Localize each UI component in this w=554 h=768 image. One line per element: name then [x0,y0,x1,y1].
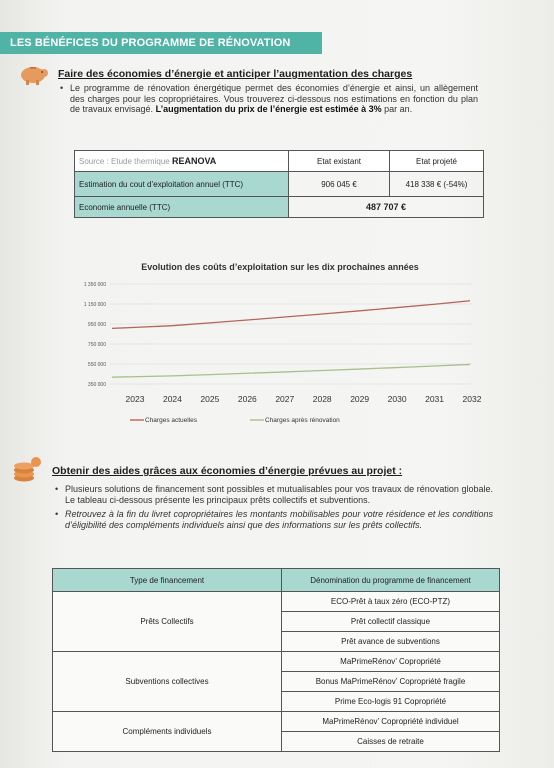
section1-bullets [60,83,478,115]
financing-table-header [53,569,500,592]
financing-type: Subventions collectives [53,652,282,712]
section2-heading: Obtenir des aides grâces aux économies d’énergie prévues au projet : [52,465,403,477]
financing-program: Bonus MaPrimeRénov’ Copropriété fragile [282,672,500,692]
piggy-bank-icon [16,63,50,85]
section1-bullet-tail: par an. [384,104,413,114]
legend-label: Charges après rénovation [265,417,340,424]
y-tick-label: 350 000 [87,382,106,388]
financing-program: Prêt avance de subventions [282,632,500,652]
financing-program: MaPrimeRénov’ Copropriété [282,652,500,672]
x-tick-label: 2024 [162,394,182,404]
section1-bullet-text: Le programme de rénovation énergétique permet des économies d’énergie et ainsi, un allègement des charges pour les copropriétaires. Vous trouverez ci-dessous nos estimations en fonction du plan de travaux envisagé. [70,83,478,114]
financing-program: Caisses de retraite [282,732,500,752]
section1-bullet [60,83,478,115]
section1-bullet-bold: L’augmentation du prix de l’énergie est estimée à 3% [155,104,382,114]
row1-label: Estimation du cout d’exploitation annuel (TTC) [75,172,289,197]
cost-table-header [75,151,484,172]
row1-projected: 418 338 € (-54%) [390,172,484,197]
source-name: REANOVA [171,156,217,166]
cost-evolution-chart [60,258,500,438]
financing-program: Prime Eco-logis 91 Copropriété [282,692,500,712]
section2-bullet: • Retrouvez à la fin du livret copropriétaires les montants mobilisables pour votre résidence et les conditions d’éligibilité des compléments individuels ainsi que des informations sur les prêts collectifs. [55,509,493,530]
section2-bullet: • Plusieurs solutions de financement sont possibles et mutualisables pour vos travaux de rénovation globale. Le tableau ci-dessous présente les principaux prêts collectifs et subventions. [55,484,493,505]
x-tick-label: 2028 [312,394,332,404]
y-tick-label: 550 000 [87,362,106,368]
col-projected: Etat projeté [390,151,484,172]
financing-program: MaPrimeRénov’ Copropriété individuel [282,712,500,732]
x-tick-label: 2026 [237,394,257,404]
row1-existing: 906 045 € [289,172,390,197]
x-tick-label: 2032 [462,394,482,404]
financing-row [53,592,500,612]
financing-table [52,568,500,752]
x-tick-label: 2023 [125,394,145,404]
cost-table [74,150,484,218]
coins-icon [12,456,42,482]
section2-bullets [55,484,493,530]
financing-type: Prêts Collectifs [53,592,282,652]
x-tick-label: 2031 [425,394,445,404]
x-tick-label: 2025 [200,394,220,404]
financing-row [53,712,500,732]
row2-value: 487 707 € [289,197,484,218]
cost-table-row [75,172,484,197]
financing-row [53,652,500,672]
x-tick-label: 2030 [387,394,407,404]
y-tick-label: 1 350 000 [83,282,106,288]
section1-heading: Faire des économies d’énergie et anticiper l’augmentation des charges [58,68,413,80]
section-banner: LES BÉNÉFICES DU PROGRAMME DE RÉNOVATION [0,32,322,54]
row2-label: Economie annuelle (TTC) [75,197,289,218]
cost-table-row [75,197,484,218]
legend-label: Charges actuelles [145,417,198,424]
series-line-1 [112,364,470,377]
financing-type: Compléments individuels [53,712,282,752]
y-tick-label: 750 000 [87,342,106,348]
cost-table-source [75,151,289,172]
x-tick-label: 2027 [275,394,295,404]
financing-program: ECO-Prêt à taux zéro (ECO-PTZ) [282,592,500,612]
col-name: Dénomination du programme de financement [282,569,500,592]
source-label: Source : Etude thermique [79,157,170,166]
chart-title: Evolution des coûts d’exploitation sur les dix prochaines années [141,262,419,272]
col-type: Type de financement [53,569,282,592]
y-tick-label: 950 000 [87,322,106,328]
x-tick-label: 2029 [350,394,370,404]
y-tick-label: 1 150 000 [83,302,106,308]
col-existing: Etat existant [289,151,390,172]
financing-program: Prêt collectif classique [282,612,500,632]
